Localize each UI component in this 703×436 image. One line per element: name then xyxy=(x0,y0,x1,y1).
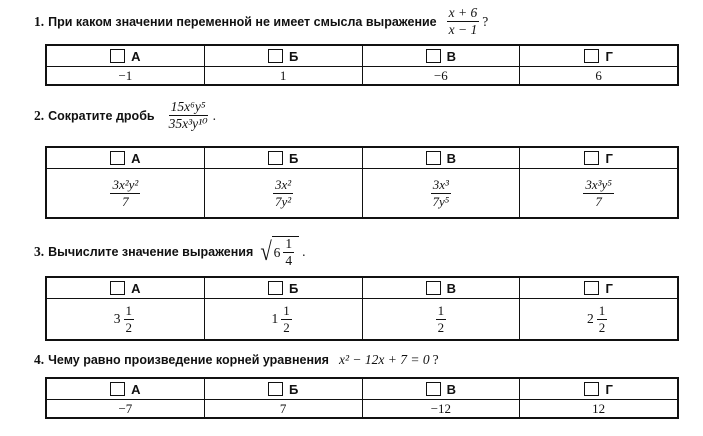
question-end: ? xyxy=(482,13,489,29)
option-v-value: $\frac{1}{2}$ xyxy=(362,299,520,339)
option-a-value: −1 xyxy=(118,67,133,83)
checkbox[interactable] xyxy=(268,151,283,165)
checkbox[interactable] xyxy=(110,151,125,165)
question-text: Сократите дробь xyxy=(48,108,155,123)
option-a-header[interactable]: А xyxy=(47,46,204,66)
question-expression: $\frac{x + 6}{x - 1}$ xyxy=(448,5,478,38)
question-number: 1. xyxy=(34,13,45,29)
checkbox[interactable] xyxy=(584,151,599,165)
option-g-value: 12 xyxy=(519,400,677,417)
question-text: При каком значении переменной не имеет смысла выражение xyxy=(48,14,437,29)
question-expression: $\frac{\text{15x⁶y⁵}}{\text{35x³y¹⁰}}$ xyxy=(168,99,208,132)
option-g-header[interactable]: Г xyxy=(519,278,677,298)
option-g-header[interactable]: Г xyxy=(519,379,677,399)
option-b-header[interactable]: Б xyxy=(204,379,362,399)
option-v-value: −6 xyxy=(362,67,520,84)
question-1 xyxy=(34,6,488,37)
checkbox[interactable] xyxy=(268,281,283,295)
checkbox[interactable] xyxy=(426,49,441,63)
checkbox[interactable] xyxy=(426,382,441,396)
checkbox[interactable] xyxy=(110,382,125,396)
checkbox[interactable] xyxy=(426,281,441,295)
checkbox[interactable] xyxy=(268,382,283,396)
checkbox[interactable] xyxy=(584,281,599,295)
question-end: . xyxy=(212,107,216,123)
option-b-header[interactable]: Б xyxy=(204,148,362,168)
option-b-value: $\frac{\text{3x²}}{\text{7y²}}$ xyxy=(204,169,362,217)
option-a-header[interactable]: А xyxy=(47,278,204,298)
checkbox[interactable] xyxy=(110,49,125,63)
option-b-value: 7 xyxy=(204,400,362,417)
answer-table-4 xyxy=(45,377,679,419)
answer-table-2 xyxy=(45,146,679,219)
option-v-value: $\frac{\text{3x³}}{\text{7y⁵}}$ xyxy=(362,169,520,217)
answer-table-1 xyxy=(45,44,679,86)
option-b-header[interactable]: Б xyxy=(204,46,362,66)
question-3 xyxy=(34,236,305,268)
question-number: 3. xyxy=(34,244,45,260)
option-v-header[interactable]: В xyxy=(362,148,520,168)
question-4 xyxy=(34,352,439,368)
option-v-header[interactable]: В xyxy=(362,278,520,298)
option-g-value: 2 $\frac{1}{2}$ xyxy=(519,299,677,339)
option-v-header[interactable]: В xyxy=(362,46,520,66)
option-v-header[interactable]: В xyxy=(362,379,520,399)
option-a-value: $\frac{\text{3x²y²}}{7}$ xyxy=(112,176,139,209)
option-b-header[interactable]: Б xyxy=(204,278,362,298)
checkbox[interactable] xyxy=(584,382,599,396)
checkbox[interactable] xyxy=(426,151,441,165)
option-b-value: 1 $\frac{1}{2}$ xyxy=(204,299,362,339)
question-expression: x² − 12x + 7 = 0 xyxy=(338,352,430,367)
option-a-header[interactable]: А xyxy=(47,148,204,168)
question-end: . xyxy=(302,244,306,260)
question-text: Вычислите значение выражения xyxy=(48,245,254,260)
question-end: ? xyxy=(432,352,439,367)
option-g-value: $\frac{\text{3x³y⁵}}{7}$ xyxy=(519,169,677,217)
question-number: 2. xyxy=(34,107,45,123)
option-v-value: −12 xyxy=(362,400,520,417)
option-a-value: −7 xyxy=(118,400,133,416)
option-g-header[interactable]: Г xyxy=(519,46,677,66)
option-b-value: 1 xyxy=(204,67,362,84)
option-a-header[interactable]: А xyxy=(47,379,204,399)
checkbox[interactable] xyxy=(268,49,283,63)
question-number: 4. xyxy=(34,352,45,367)
question-expression: √ 6 $\frac{1}{4}$ xyxy=(259,236,299,268)
option-g-value: 6 xyxy=(519,67,677,84)
question-text: Чему равно произведение корней уравнения xyxy=(48,353,329,367)
option-a-value: 3 $\frac{1}{2}$ xyxy=(113,302,132,335)
checkbox[interactable] xyxy=(584,49,599,63)
option-g-header[interactable]: Г xyxy=(519,148,677,168)
answer-table-3 xyxy=(45,276,679,341)
question-2 xyxy=(34,100,216,131)
checkbox[interactable] xyxy=(110,281,125,295)
